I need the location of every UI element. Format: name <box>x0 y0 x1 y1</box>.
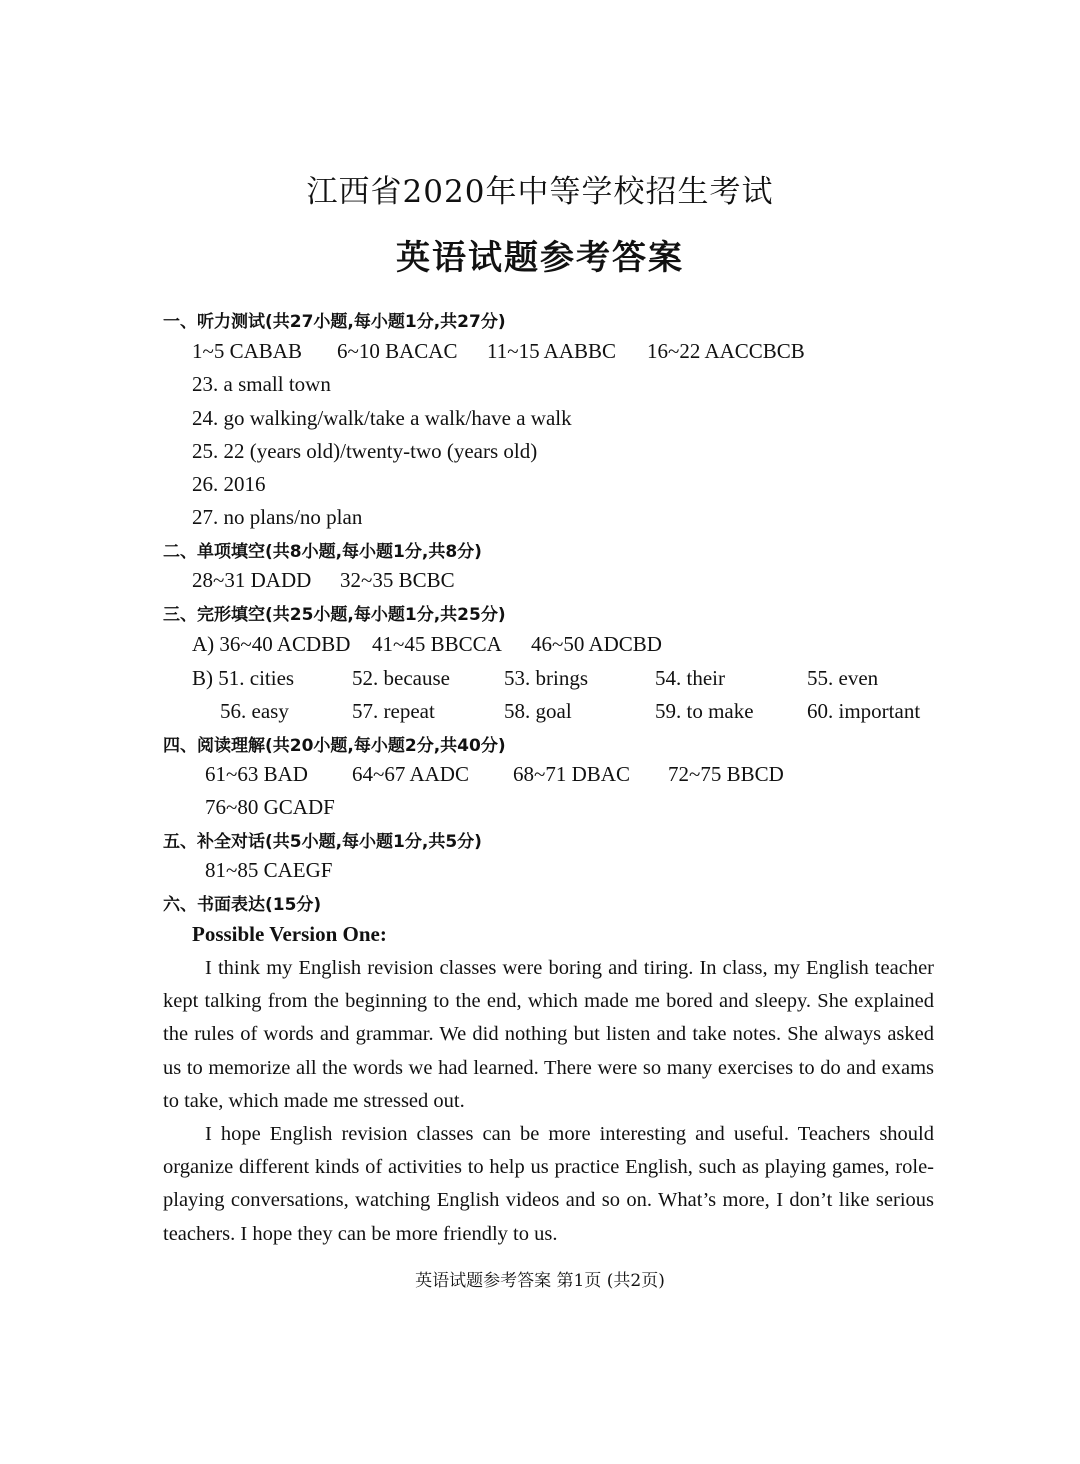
page-footer: 英语试题参考答案 第1页 (共2页) <box>415 1271 665 1291</box>
answer-group: 81~85 CAEGF <box>205 858 333 882</box>
answer-item: 24. go walking/walk/take a walk/have a walk <box>192 406 572 430</box>
answer-group: A) 36~40 ACDBD <box>192 632 351 656</box>
section-4-heading: 四、阅读理解(共20小题,每小题2分,共40分) <box>163 736 506 756</box>
section-1-heading: 一、听力测试(共27小题,每小题1分,共27分) <box>163 312 506 332</box>
answer-item: B) 51. cities <box>192 666 295 690</box>
answer-item: 59. to make <box>655 699 754 723</box>
answer-group: 16~22 AACCBCB <box>647 339 805 363</box>
exam-title: 江西省2020年中等学校招生考试 <box>306 174 774 210</box>
answer-group: 72~75 BBCD <box>668 762 784 786</box>
section-6-heading: 六、书面表达(15分) <box>163 895 322 915</box>
answer-item: 23. a small town <box>192 372 331 396</box>
essay-paragraph: I think my English revision classes were boring and tiring. In class, my English teacher kept talking from the beginning to the end, which made me bored and sleepy. She explained the rules of words and grammar. We did nothing but listen and take notes. She always asked us to memorize all the words we had learned. There were so many exercises to do and exams to take, which made me stressed out. <box>163 957 934 1112</box>
answer-group: 32~35 BCBC <box>340 568 455 592</box>
answer-item: 55. even <box>807 666 879 690</box>
answer-group: 64~67 AADC <box>352 762 469 786</box>
essay-paragraph: I hope English revision classes can be more interesting and useful. Teachers should organize different kinds of activities to help us practice English, such as playing games, role-playing conversations, watching English videos and so on. What’s more, I don’t like serious teachers. I hope they can be more friendly to us. <box>163 1123 934 1245</box>
answer-group: 28~31 DADD <box>192 568 312 592</box>
answer-group: 11~15 AABBC <box>487 339 617 363</box>
section-3-heading: 三、完形填空(共25小题,每小题1分,共25分) <box>163 605 506 625</box>
answer-item: 60. important <box>807 699 921 723</box>
answer-item: 58. goal <box>504 699 572 723</box>
answer-item: 52. because <box>352 666 450 690</box>
answer-group: 41~45 BBCCA <box>372 632 502 656</box>
answer-item: 56. easy <box>220 699 289 723</box>
answer-group: 1~5 CABAB <box>192 339 302 363</box>
version-label: Possible Version One: <box>192 922 387 946</box>
answer-item: 53. brings <box>504 666 588 690</box>
answer-item: 54. their <box>655 666 725 690</box>
answer-group: 46~50 ADCBD <box>531 632 662 656</box>
answer-item: 26. 2016 <box>192 472 266 496</box>
answer-group: 6~10 BACAC <box>337 339 458 363</box>
answer-group: 61~63 BAD <box>205 762 308 786</box>
answer-item: 25. 22 (years old)/twenty-two (years old) <box>192 439 538 463</box>
section-2-heading: 二、单项填空(共8小题,每小题1分,共8分) <box>163 542 482 562</box>
answer-group: 76~80 GCADF <box>205 795 335 819</box>
section-5-heading: 五、补全对话(共5小题,每小题1分,共5分) <box>163 832 482 852</box>
answer-item: 57. repeat <box>352 699 435 723</box>
answer-group: 68~71 DBAC <box>513 762 630 786</box>
answer-key-title: 英语试题参考答案 <box>396 238 684 278</box>
answer-item: 27. no plans/no plan <box>192 505 363 529</box>
